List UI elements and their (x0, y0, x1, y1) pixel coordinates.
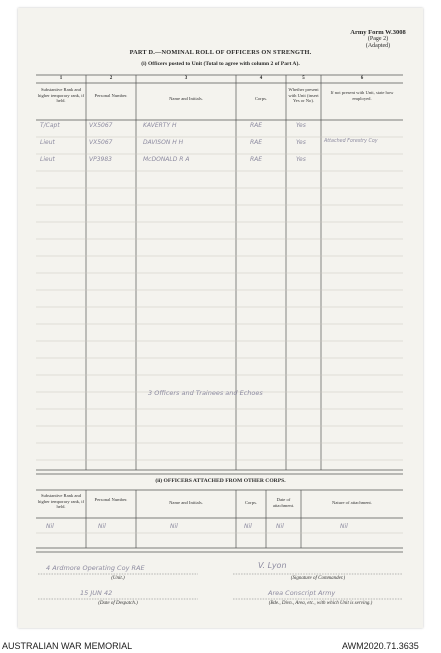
despatch-date-value: 15 JUN 42 (80, 589, 113, 597)
caption-left: AUSTRALIAN WAR MEMORIAL (2, 641, 133, 651)
signature-label: (Signature of Commander.) (290, 576, 346, 581)
s2-row-name: Nil (170, 523, 178, 530)
form-adapted: (Adapted) (365, 43, 391, 49)
s1-header-present: Whether present with Unit (insert Yes or No). (288, 87, 319, 103)
row2-employed: Attached Forestry Coy (324, 139, 378, 144)
s2-header-personal-number: Personal Number. (94, 497, 128, 502)
row1-rank: T/Capt (40, 122, 60, 129)
s2-row-number: Nil (98, 523, 106, 530)
s2-header-rank: Substantive Rank and higher temporary rank, if held. (37, 493, 85, 509)
section1-title: (i) Officers posted to Unit (Total to agree with column 2 of Part A). (141, 61, 300, 67)
commander-signature: V. Lyon (258, 561, 287, 570)
row3-rank: Lieut (40, 156, 55, 163)
area-value: Area Conscript Army (268, 589, 336, 597)
row1-present: Yes (296, 122, 306, 129)
col-num-2: 2 (109, 76, 113, 81)
s2-header-date: Date of attachment. (272, 497, 295, 508)
section1-column-lines (86, 75, 321, 470)
col-num-5: 5 (302, 76, 305, 81)
row1-corps: RAE (250, 122, 263, 129)
section1-row-rules (36, 137, 403, 460)
s2-header-corps: Corps. (244, 500, 258, 505)
s1-header-name: Name and Initials. (169, 96, 203, 101)
caption-right: AWM2020.71.3635 (342, 641, 419, 651)
row3-present: Yes (296, 156, 306, 163)
row3-name: McDONALD R A (143, 156, 190, 163)
row3-corps: RAE (250, 156, 263, 163)
row2-name: DAVISON H H (143, 139, 184, 146)
despatch-date-label: (Date of Despatch.) (98, 601, 138, 606)
unit-label: (Unit.) (111, 576, 125, 581)
section1-note: 3 Officers and Trainees and Echoes (148, 389, 263, 397)
s2-row-date: Nil (276, 523, 284, 530)
row3-number: VP3983 (89, 156, 112, 163)
s2-header-name: Name and Initials. (169, 500, 203, 505)
form-number: Army Form W.3008 (350, 29, 406, 36)
col-num-3: 3 (184, 76, 188, 81)
s1-header-corps: Corps. (254, 96, 268, 101)
s1-header-rank: Substantive Rank and higher temporary rank, if held. (37, 87, 85, 103)
col-num-1: 1 (59, 76, 63, 81)
row1-number: VX5067 (89, 122, 113, 129)
section2-title: (ii) OFFICERS ATTACHED FROM OTHER CORPS. (155, 478, 286, 484)
s2-row-corps: Nil (244, 523, 252, 530)
s2-header-nature: Nature of attachment. (332, 500, 372, 505)
unit-value: 4 Ardmore Operating Coy RAE (46, 564, 145, 572)
row2-number: VX5067 (89, 139, 113, 146)
part-title: PART D.—NOMINAL ROLL OF OFFICERS ON STRENGTH. (129, 49, 312, 56)
s1-header-personal-number: Personal Number. (94, 93, 128, 98)
form-sheet (18, 8, 423, 628)
row1-name: KAVERTY H (143, 122, 177, 129)
s2-row-nature: Nil (340, 523, 348, 530)
s2-row-rank: Nil (46, 523, 54, 530)
row2-rank: Lieut (40, 139, 55, 146)
col-num-4: 4 (259, 76, 263, 81)
row2-corps: RAE (250, 139, 263, 146)
area-label: (Bde., Divn., Area, etc., with which Unit is serving.) (268, 601, 373, 606)
s1-header-employed: If not present with Unit, state how employed. (330, 90, 394, 101)
form-page: (Page 2) (367, 36, 389, 42)
row2-present: Yes (296, 139, 306, 146)
col-num-6: 6 (360, 76, 364, 81)
